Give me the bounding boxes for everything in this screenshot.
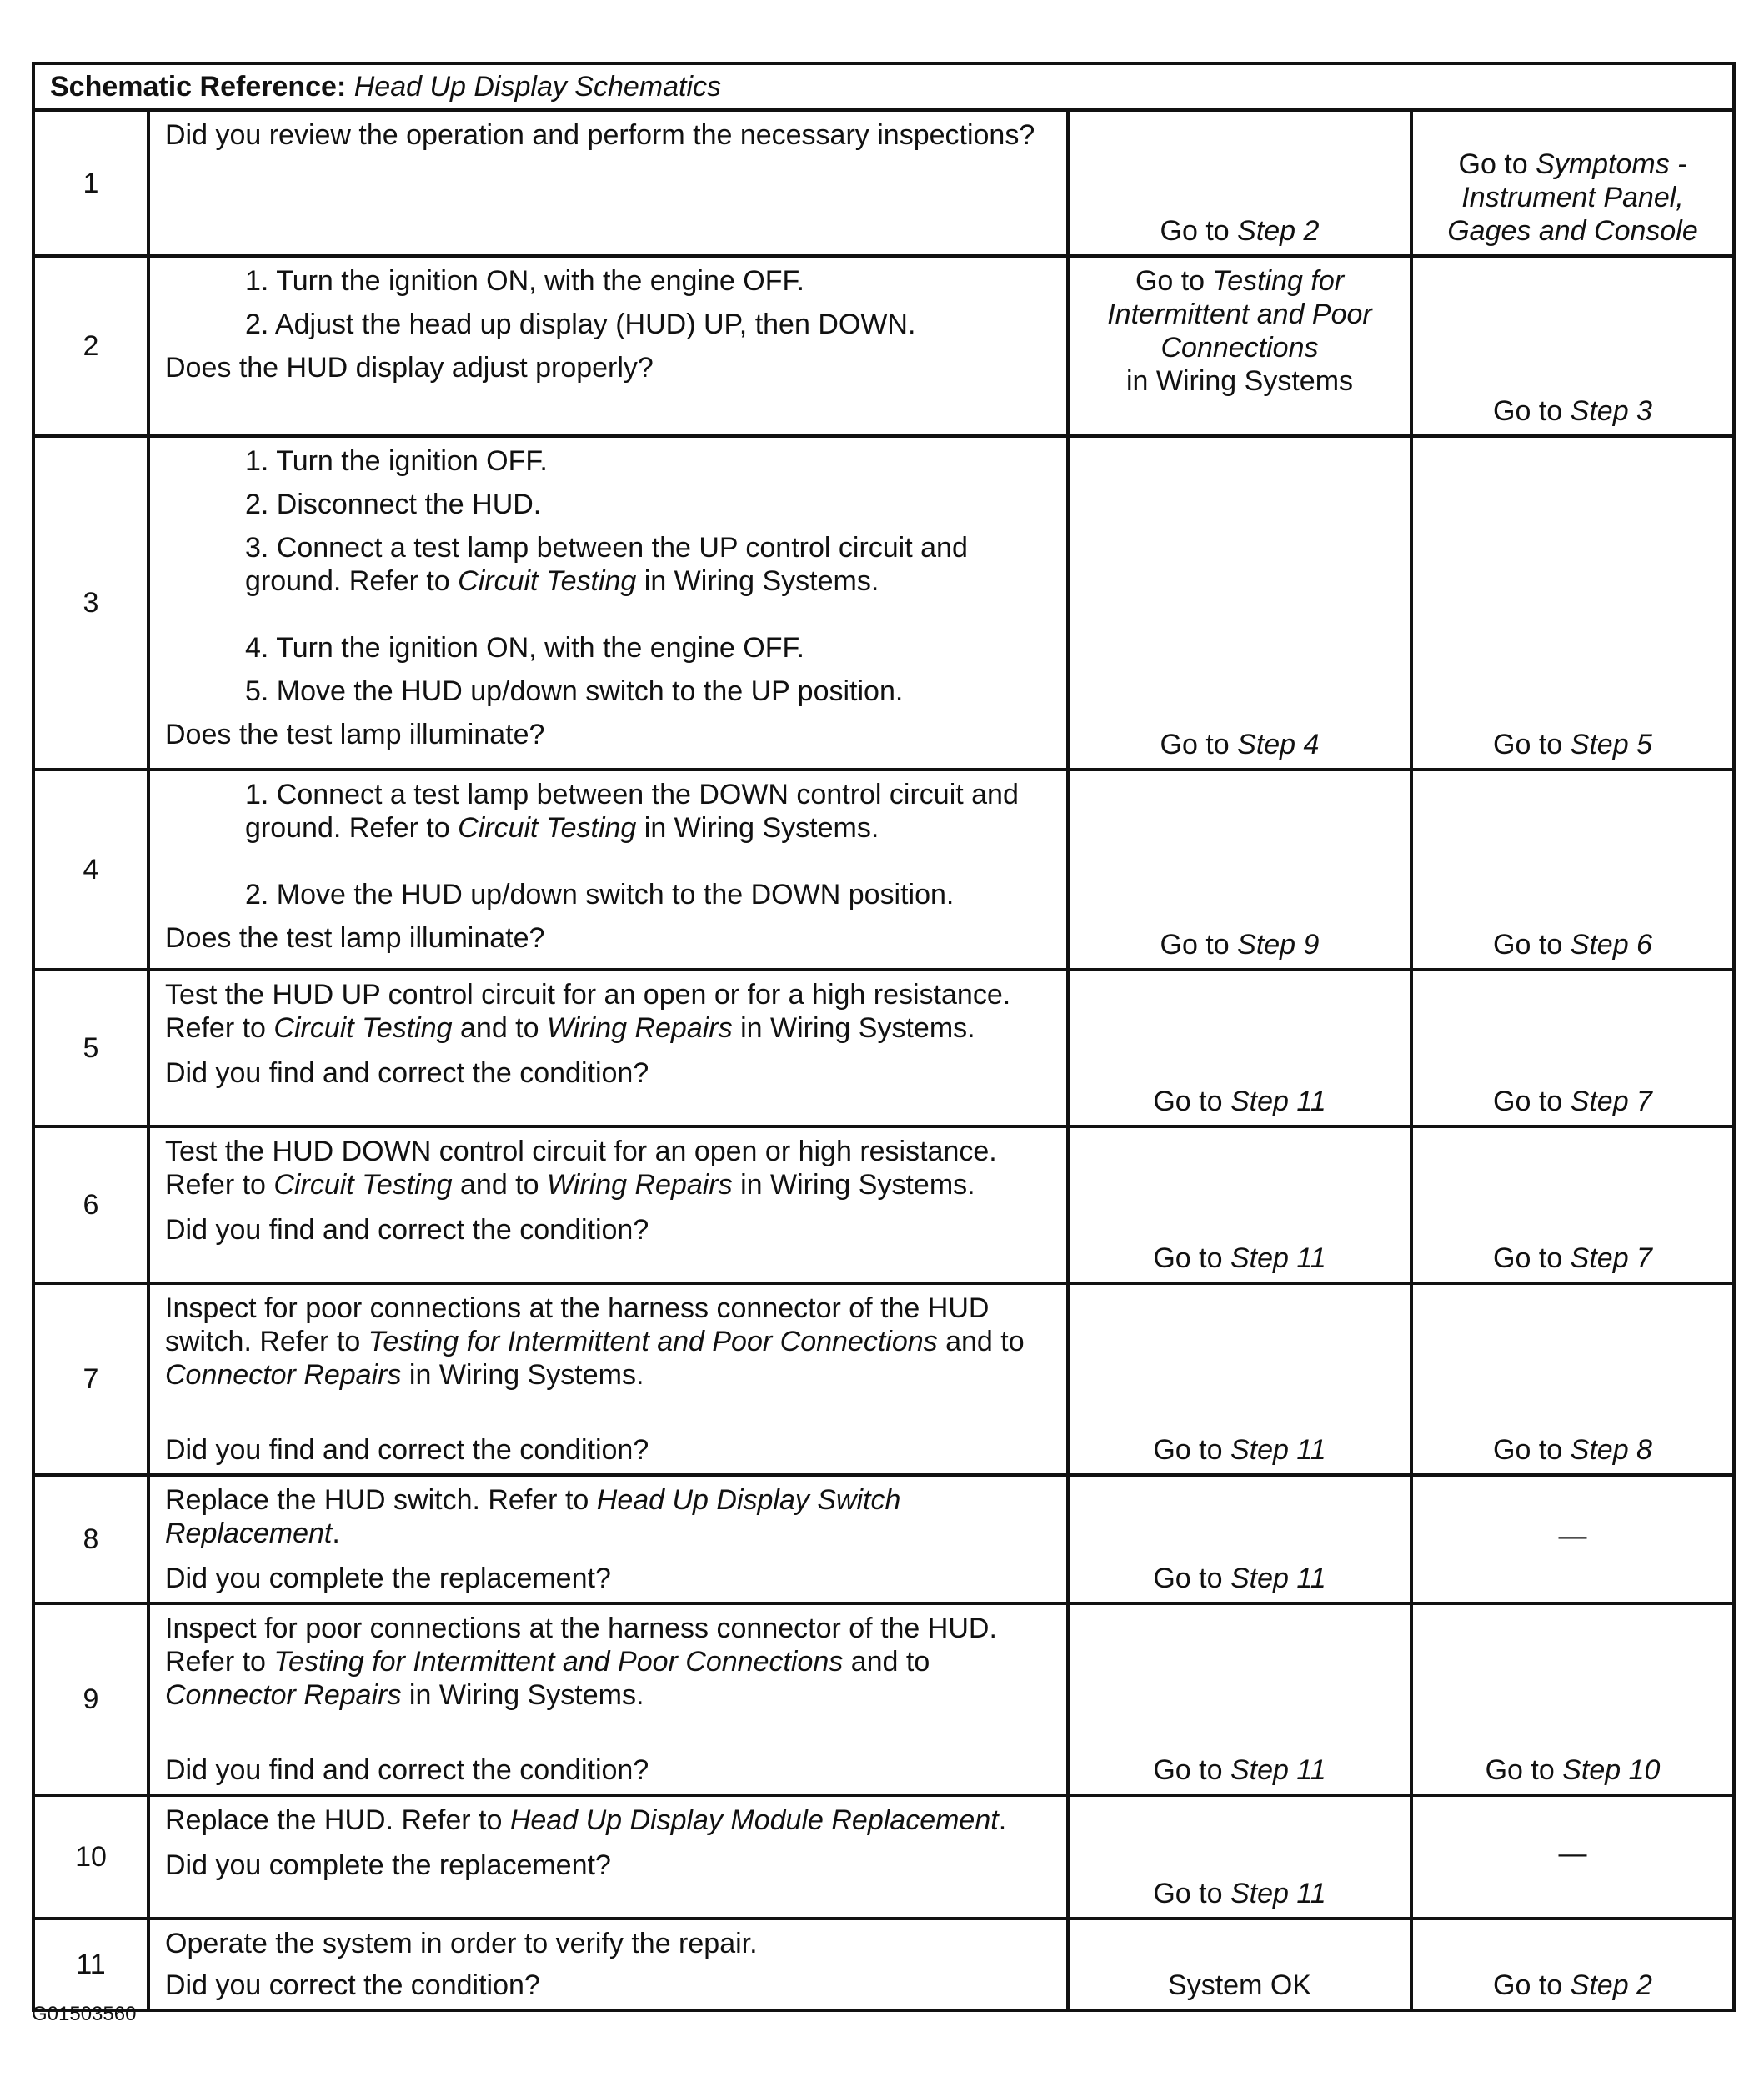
table-row-step-10 (33, 1795, 1734, 1919)
table-row-step-5 (33, 970, 1734, 1126)
step-yes: Go to Step 11 (1068, 1283, 1411, 1475)
step-action (148, 770, 1068, 970)
list-item: 1. Connect a test lamp between the DOWN control circuit and ground. Refer to Circuit Testing in Wiring Systems. (245, 779, 1019, 844)
step-text: Replace the HUD switch. Refer to Head Up Display Switch Replacement. (165, 1484, 901, 1549)
table-row-step-11 (33, 1919, 1734, 2010)
step-action (148, 256, 1068, 436)
step-no: Go to Symptoms - Instrument Panel, Gages and Console (1411, 110, 1734, 256)
step-number: 9 (33, 1603, 148, 1795)
step-no: Go to Step 10 (1411, 1603, 1734, 1795)
step-number: 3 (33, 436, 148, 770)
step-no: Go to Step 3 (1411, 256, 1734, 436)
step-text: Inspect for poor connections at the harness connector of the HUD. Refer to Testing for Intermittent and Poor Connections and to Connector Repairs in Wiring Systems. (165, 1613, 997, 1711)
step-text: Test the HUD DOWN control circuit for an open or high resistance. Refer to Circuit Testing and to Wiring Repairs in Wiring Systems. (165, 1136, 997, 1201)
list-item: 2. Disconnect the HUD. (245, 489, 542, 520)
step-yes: Go to Step 11 (1068, 1603, 1411, 1795)
figure-id: G01503560 (32, 2003, 137, 2025)
step-number: 8 (33, 1475, 148, 1603)
step-text: Operate the system in order to verify the repair. (165, 1928, 758, 1959)
table-row-step-8 (33, 1475, 1734, 1603)
diagnostic-table (32, 62, 1736, 2012)
table-row-step-4 (33, 770, 1734, 970)
step-yes: Go to Step 11 (1068, 1126, 1411, 1283)
step-action (148, 1603, 1068, 1795)
step-number: 6 (33, 1126, 148, 1283)
list-item: 2. Move the HUD up/down switch to the DOWN position. (245, 879, 955, 911)
step-text: Test the HUD UP control circuit for an open or for a high resistance. Refer to Circuit Testing and to Wiring Repairs in Wiring Systems. (165, 979, 1011, 1044)
step-number: 4 (33, 770, 148, 970)
step-question: Does the test lamp illuminate? (165, 719, 545, 750)
table-row-step-3 (33, 436, 1734, 770)
step-no: Go to Step 8 (1411, 1283, 1734, 1475)
step-question: Does the test lamp illuminate? (165, 922, 545, 954)
step-number: 5 (33, 970, 148, 1126)
step-action (148, 1126, 1068, 1283)
step-list (165, 778, 1051, 911)
step-yes: Go to Testing for Intermittent and Poor Connections in Wiring Systems (1068, 256, 1411, 436)
step-list (165, 444, 1051, 708)
step-no: Go to Step 2 (1411, 1919, 1734, 2010)
step-question: Did you find and correct the condition? (165, 1214, 649, 1246)
step-yes: Go to Step 11 (1068, 970, 1411, 1126)
list-item: 5. Move the HUD up/down switch to the UP position. (245, 675, 904, 707)
step-action (148, 970, 1068, 1126)
list-item: 1. Turn the ignition ON, with the engine OFF. (245, 265, 804, 297)
schematic-reference-value: Head Up Display Schematics (353, 71, 722, 103)
step-question: Did you find and correct the condition? (165, 1057, 649, 1089)
step-action (148, 436, 1068, 770)
table-row-step-2 (33, 256, 1734, 436)
list-item: 4. Turn the ignition ON, with the engine OFF. (245, 632, 804, 664)
step-action (148, 1475, 1068, 1603)
step-question: Did you complete the replacement? (165, 1849, 611, 1881)
step-yes: System OK (1068, 1919, 1411, 2010)
step-no: Go to Step 7 (1411, 1126, 1734, 1283)
diagnostic-table-container (32, 62, 1732, 2012)
table-row-step-6 (33, 1126, 1734, 1283)
table-row-step-9 (33, 1603, 1734, 1795)
step-yes: Go to Step 11 (1068, 1795, 1411, 1919)
step-no: Go to Step 5 (1411, 436, 1734, 770)
step-number: 1 (33, 110, 148, 256)
step-action (148, 1919, 1068, 2010)
step-no: Go to Step 7 (1411, 970, 1734, 1126)
step-text: Did you review the operation and perform the necessary inspections? (165, 119, 1035, 151)
list-item: 2. Adjust the head up display (HUD) UP, then DOWN. (245, 309, 916, 340)
step-action (148, 1283, 1068, 1475)
list-item: 3. Connect a test lamp between the UP control circuit and ground. Refer to Circuit Testing in Wiring Systems. (245, 532, 968, 597)
step-number: 11 (33, 1919, 148, 2010)
step-yes: Go to Step 4 (1068, 436, 1411, 770)
step-list (165, 264, 1051, 341)
step-question: Did you find and correct the condition? (165, 1434, 649, 1466)
step-action (148, 1795, 1068, 1919)
table-row-step-1 (33, 110, 1734, 256)
step-no: — (1411, 1795, 1734, 1919)
step-yes: Go to Step 11 (1068, 1475, 1411, 1603)
schematic-reference-label: Schematic Reference: (50, 71, 347, 103)
list-item: 1. Turn the ignition OFF. (245, 445, 548, 477)
step-question: Did you complete the replacement? (165, 1563, 611, 1594)
step-action (148, 110, 1068, 256)
table-row-step-7 (33, 1283, 1734, 1475)
step-question: Did you correct the condition? (165, 1969, 540, 2001)
step-question: Does the HUD display adjust properly? (165, 352, 654, 384)
schematic-reference-row (33, 63, 1734, 110)
step-yes: Go to Step 2 (1068, 110, 1411, 256)
step-no: Go to Step 6 (1411, 770, 1734, 970)
step-text: Inspect for poor connections at the harness connector of the HUD switch. Refer to Testing for Intermittent and Poor Connections and to Connector Repairs in Wiring Systems. (165, 1292, 1025, 1391)
step-no: — (1411, 1475, 1734, 1603)
step-question: Did you find and correct the condition? (165, 1754, 649, 1786)
step-number: 10 (33, 1795, 148, 1919)
step-number: 2 (33, 256, 148, 436)
step-yes: Go to Step 9 (1068, 770, 1411, 970)
step-text: Replace the HUD. Refer to Head Up Display Module Replacement. (165, 1804, 1007, 1836)
schematic-reference (33, 63, 1734, 110)
step-number: 7 (33, 1283, 148, 1475)
